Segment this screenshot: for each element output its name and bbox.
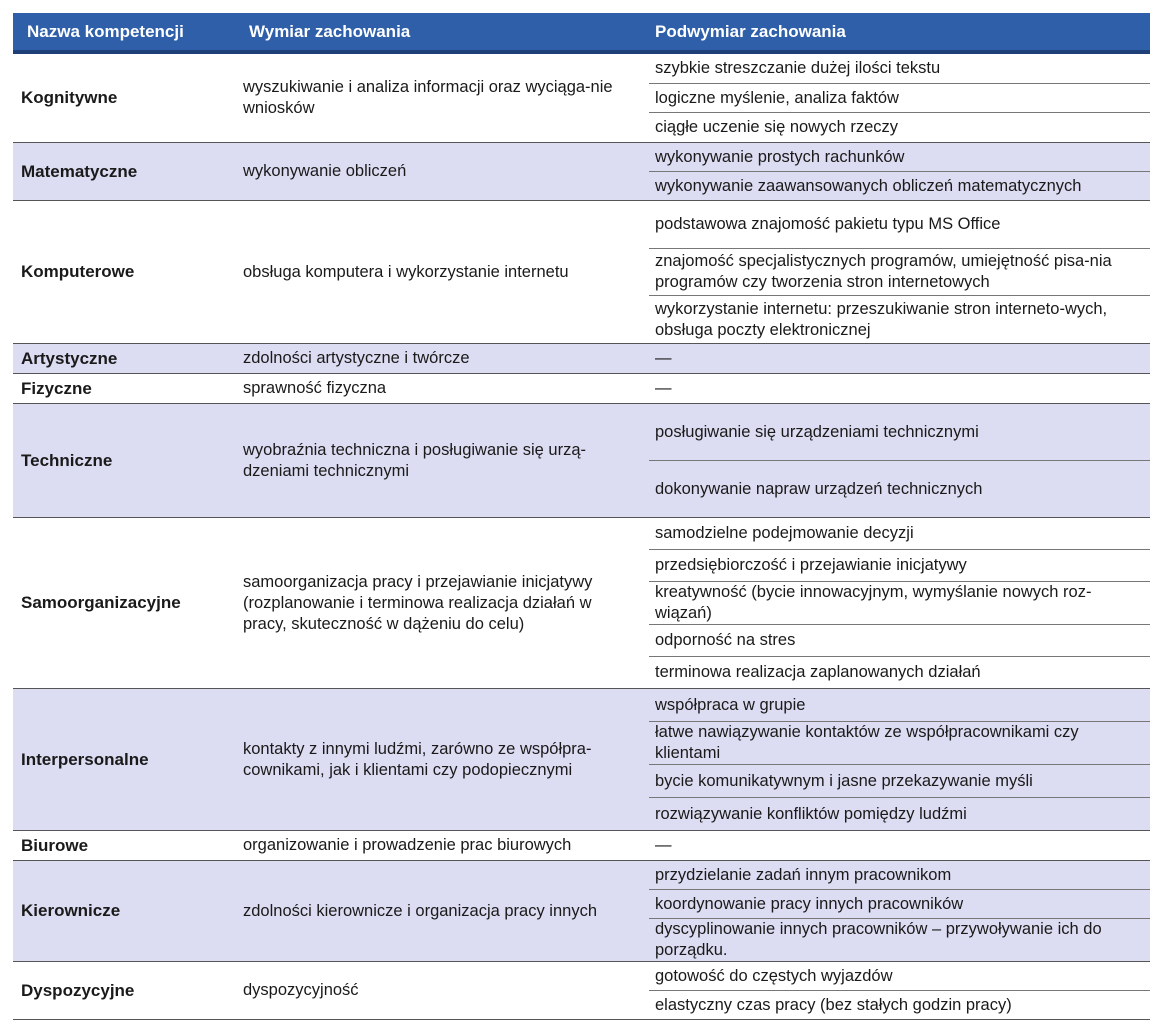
behavior-subdimension: ciągłe uczenie się nowych rzeczy — [649, 112, 1150, 142]
behavior-subdimension: wykonywanie prostych rachunków — [655, 147, 905, 166]
behavior-dimension: sprawność fizyczna — [243, 379, 387, 397]
behavior-subdimension: samodzielne podejmowanie decyzji — [655, 524, 914, 542]
behavior-subdimension: wykonywanie zaawansowanych obliczeń matematycznych — [649, 171, 1150, 200]
behavior-subdimension: dokonywanie napraw urządzeń technicznych — [649, 460, 1150, 517]
table-row — [13, 54, 1150, 143]
competency-name: Dyspozycyjne — [21, 980, 135, 1000]
table-row — [13, 861, 1150, 962]
behavior-subdimension: bycie komunikatywnym i jasne przekazywanie myśli — [649, 764, 1150, 797]
subdimension-list — [641, 143, 1150, 200]
header-behavior-subdimension: Podwymiar zachowania — [655, 21, 846, 41]
subdimension-list — [641, 201, 1150, 343]
behavior-subdimension: dyscyplinowanie innych pracowników – przywoływanie ich do porządku. — [649, 918, 1150, 961]
behavior-dimension: zdolności artystyczne i twórcze — [243, 349, 470, 367]
behavior-dimension: samoorganizacja pracy i przejawianie inicjatywy (rozplanowanie i terminowa realizacja działań w pracy, skuteczność w dążeniu do celu) — [243, 572, 593, 633]
behavior-subdimension: znajomość specjalistycznych programów, umiejętność pisa-nia programów czy tworzenia stron internetowych — [649, 248, 1150, 296]
competency-name: Kierownicze — [21, 901, 121, 920]
competency-table — [13, 13, 1150, 1020]
table-row — [13, 143, 1150, 201]
behavior-subdimension: łatwe nawiązywanie kontaktów ze współpracownikami czy klientami — [649, 721, 1150, 764]
table-header — [13, 13, 1150, 54]
behavior-subdimension: — — [655, 836, 672, 854]
behavior-dimension: organizowanie i prowadzenie prac biurowych — [243, 836, 572, 854]
behavior-dimension: wykonywanie obliczeń — [243, 162, 407, 180]
behavior-subdimension: przydzielanie zadań innym pracownikom — [655, 865, 952, 884]
subdimension-list — [641, 962, 1150, 1019]
behavior-subdimension: podstawowa znajomość pakietu typu MS Office — [655, 214, 1001, 233]
subdimension-list — [641, 54, 1150, 142]
competency-name: Techniczne — [21, 450, 113, 470]
behavior-dimension: wyobraźnia techniczna i posługiwanie się urzą-dzeniami technicznymi — [243, 440, 587, 480]
competency-name: Fizyczne — [21, 378, 92, 398]
table-row — [13, 201, 1150, 344]
competency-name: Samoorganizacyjne — [21, 593, 181, 612]
table-row — [13, 518, 1150, 689]
behavior-subdimension: posługiwanie się urządzeniami technicznymi — [655, 422, 979, 441]
subdimension-list — [641, 861, 1150, 961]
table-body — [13, 54, 1150, 1020]
subdimension-list — [641, 404, 1150, 517]
table-row — [13, 962, 1150, 1020]
behavior-subdimension: wykorzystanie internetu: przeszukiwanie stron interneto-wych, obsługa poczty elektronicznej — [649, 295, 1150, 343]
behavior-subdimension: — — [655, 349, 672, 367]
competency-name: Biurowe — [21, 835, 89, 855]
subdimension-list — [641, 374, 1150, 403]
behavior-dimension: kontakty z innymi ludźmi, zarówno ze współpra-cownikami, jak i klientami czy podopiecznymi — [243, 739, 592, 779]
behavior-subdimension: gotowość do częstych wyjazdów — [655, 966, 893, 985]
behavior-dimension: dyspozycyjność — [243, 981, 359, 999]
behavior-dimension: zdolności kierownicze i organizacja pracy innych — [243, 901, 598, 920]
competency-name: Komputerowe — [21, 262, 135, 281]
table-row — [13, 689, 1150, 831]
behavior-dimension: obsługa komputera i wykorzystanie internetu — [243, 262, 569, 281]
behavior-subdimension: przedsiębiorczość i przejawianie inicjatywy — [649, 549, 1150, 581]
competency-name: Interpersonalne — [21, 749, 149, 769]
competency-name: Kognitywne — [21, 88, 118, 107]
behavior-subdimension: odporność na stres — [649, 624, 1150, 656]
header-competency-name: Nazwa kompetencji — [27, 21, 184, 41]
table-row — [13, 374, 1150, 404]
behavior-subdimension: współpraca w grupie — [655, 695, 806, 714]
behavior-dimension: wyszukiwanie i analiza informacji oraz wyciąga-nie wniosków — [243, 78, 613, 117]
competency-name: Matematyczne — [21, 161, 138, 181]
behavior-subdimension: — — [655, 379, 672, 397]
behavior-subdimension: szybkie streszczanie dużej ilości tekstu — [655, 58, 941, 77]
subdimension-list — [641, 689, 1150, 830]
table-row — [13, 831, 1150, 861]
behavior-subdimension: kreatywność (bycie innowacyjnym, wymyślanie nowych roz-wiązań) — [649, 581, 1150, 624]
table-row — [13, 344, 1150, 374]
competency-name: Artystyczne — [21, 348, 118, 368]
behavior-subdimension: terminowa realizacja zaplanowanych działań — [649, 656, 1150, 688]
behavior-subdimension: koordynowanie pracy innych pracowników — [649, 889, 1150, 918]
behavior-subdimension: logiczne myślenie, analiza faktów — [649, 83, 1150, 113]
table-row — [13, 404, 1150, 518]
subdimension-list — [641, 344, 1150, 373]
behavior-subdimension: elastyczny czas pracy (bez stałych godzin pracy) — [649, 990, 1150, 1019]
header-behavior-dimension: Wymiar zachowania — [249, 21, 411, 41]
subdimension-list — [641, 831, 1150, 860]
behavior-subdimension: rozwiązywanie konfliktów pomiędzy ludźmi — [649, 797, 1150, 830]
subdimension-list — [641, 518, 1150, 688]
